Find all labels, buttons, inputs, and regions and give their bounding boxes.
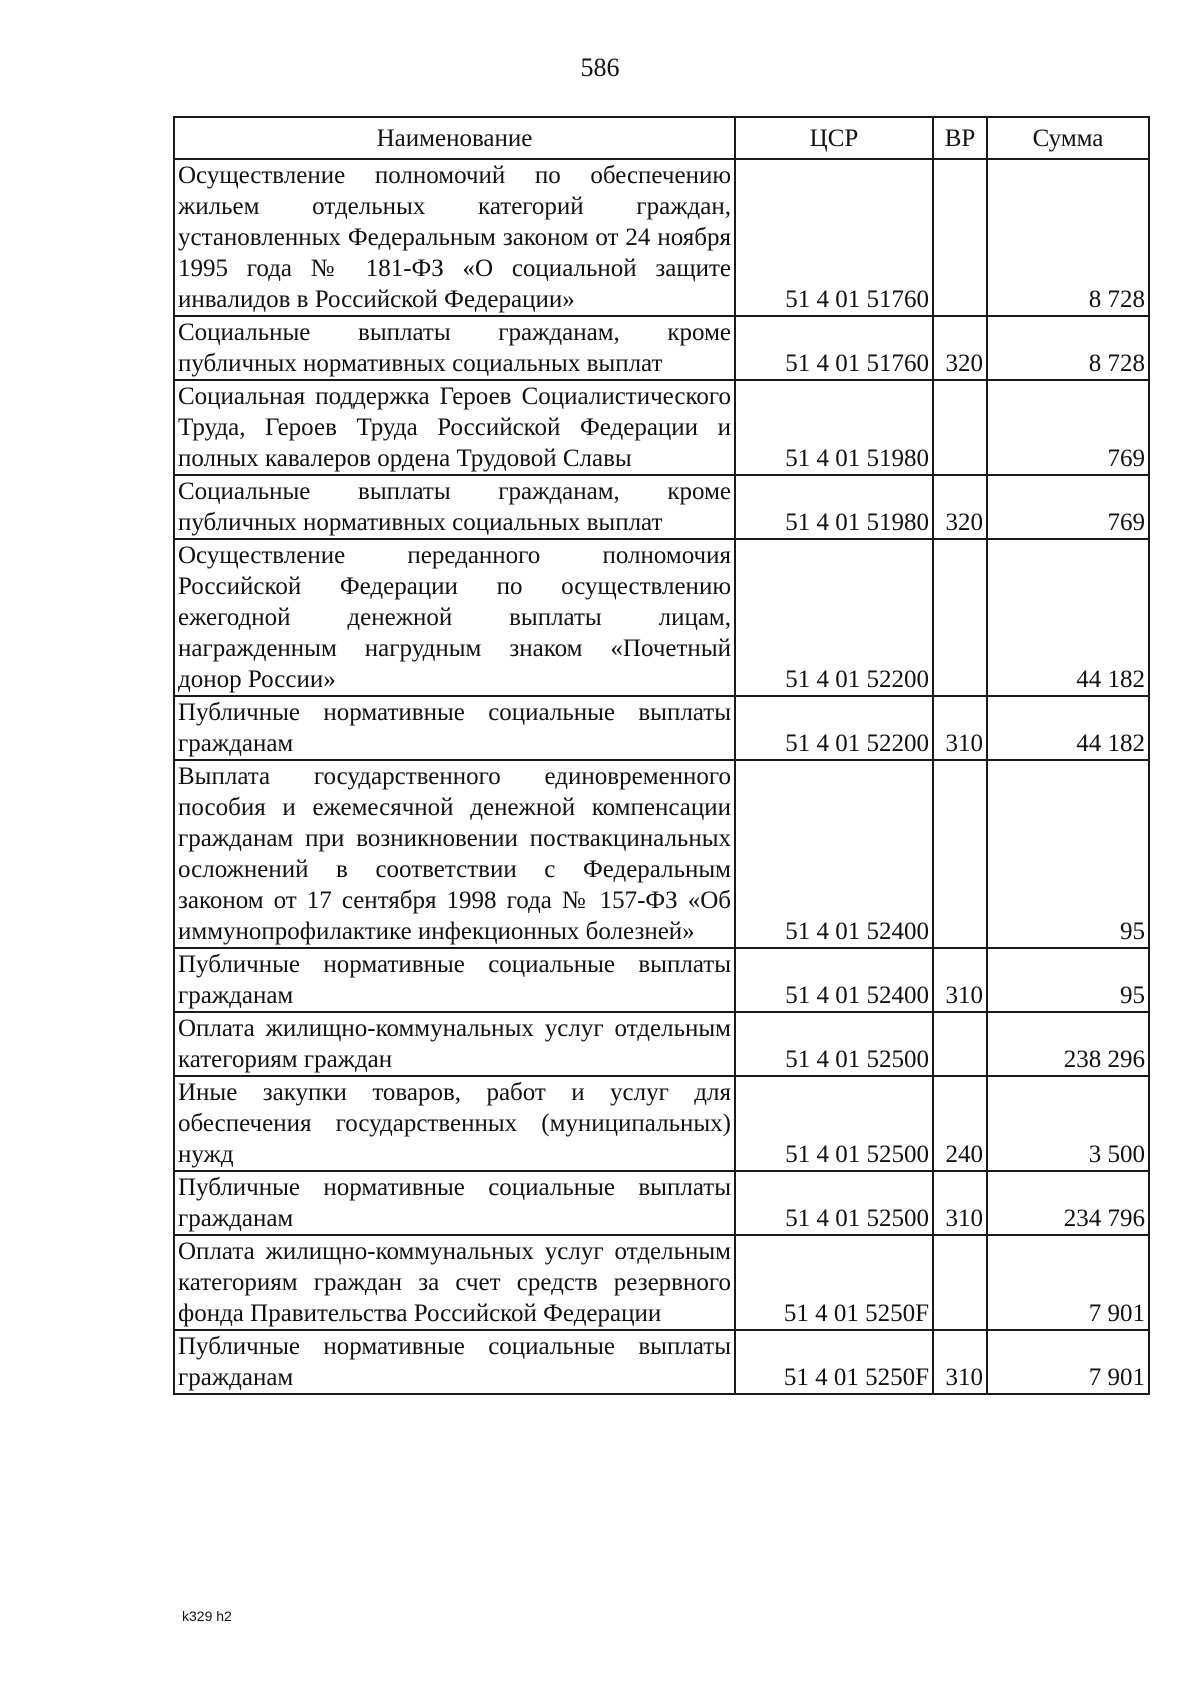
table-row xyxy=(174,539,1149,696)
row-name: Осуществление полномочий по обеспечению жильем отдельных категорий граждан, установленных Федеральным законом от 24 ноября 1995 года № 181-ФЗ «О социальной защите инвалидов в Российской Федерации» xyxy=(174,159,735,316)
row-vr xyxy=(933,1012,987,1076)
page-number: 586 xyxy=(580,53,620,82)
row-name: Публичные нормативные социальные выплаты гражданам xyxy=(174,948,735,1012)
row-sum: 44 182 xyxy=(987,696,1149,760)
row-csr: 51 4 01 52400 xyxy=(735,948,933,1012)
row-csr: 51 4 01 5250F xyxy=(735,1330,933,1394)
row-vr: 310 xyxy=(933,1171,987,1235)
row-name: Осуществление переданного полномочия Российской Федерации по осуществлению ежегодной денежной выплаты лицам, награжденным нагрудным знаком «Почетный донор России» xyxy=(174,539,735,696)
table-row xyxy=(174,380,1149,475)
row-name: Публичные нормативные социальные выплаты гражданам xyxy=(174,696,735,760)
row-vr xyxy=(933,1235,987,1330)
row-sum: 8 728 xyxy=(987,159,1149,316)
table-row xyxy=(174,760,1149,948)
row-vr xyxy=(933,539,987,696)
row-csr: 51 4 01 52400 xyxy=(735,760,933,948)
row-csr: 51 4 01 52200 xyxy=(735,696,933,760)
row-vr: 320 xyxy=(933,475,987,539)
row-name: Публичные нормативные социальные выплаты гражданам xyxy=(174,1171,735,1235)
row-csr: 51 4 01 51980 xyxy=(735,380,933,475)
table-row xyxy=(174,1330,1149,1394)
row-csr: 51 4 01 52500 xyxy=(735,1076,933,1171)
row-sum: 7 901 xyxy=(987,1330,1149,1394)
row-sum: 7 901 xyxy=(987,1235,1149,1330)
row-vr xyxy=(933,760,987,948)
row-name: Выплата государственного единовременного пособия и ежемесячной денежной компенсации гражданам при возникновении поствакцинальных осложнений в соответствии с Федеральным законом от 17 сентября 1998 года № 157-ФЗ «Об иммунопрофилактике инфекционных болезней» xyxy=(174,760,735,948)
row-vr: 310 xyxy=(933,1330,987,1394)
row-vr: 320 xyxy=(933,316,987,380)
row-name: Социальная поддержка Героев Социалистического Труда, Героев Труда Российской Федерации и полных кавалеров ордена Трудовой Славы xyxy=(174,380,735,475)
table-row xyxy=(174,1171,1149,1235)
row-sum: 238 296 xyxy=(987,1012,1149,1076)
row-name: Оплата жилищно-коммунальных услуг отдельным категориям граждан xyxy=(174,1012,735,1076)
row-sum: 769 xyxy=(987,380,1149,475)
row-csr: 51 4 01 5250F xyxy=(735,1235,933,1330)
header-name: Наименование xyxy=(174,117,735,159)
row-name: Иные закупки товаров, работ и услуг для обеспечения государственных (муниципальных) нужд xyxy=(174,1076,735,1171)
header-vr: ВР xyxy=(933,117,987,159)
row-csr: 51 4 01 51980 xyxy=(735,475,933,539)
row-name: Оплата жилищно-коммунальных услуг отдельным категориям граждан за счет средств резервного фонда Правительства Российской Федерации xyxy=(174,1235,735,1330)
table-row xyxy=(174,1076,1149,1171)
header-csr: ЦСР xyxy=(735,117,933,159)
row-sum: 3 500 xyxy=(987,1076,1149,1171)
row-csr: 51 4 01 52500 xyxy=(735,1012,933,1076)
row-name: Социальные выплаты гражданам, кроме публичных нормативных социальных выплат xyxy=(174,475,735,539)
row-sum: 44 182 xyxy=(987,539,1149,696)
row-csr: 51 4 01 51760 xyxy=(735,159,933,316)
row-sum: 95 xyxy=(987,948,1149,1012)
table-row xyxy=(174,696,1149,760)
row-sum: 8 728 xyxy=(987,316,1149,380)
table-row xyxy=(174,475,1149,539)
row-vr: 310 xyxy=(933,948,987,1012)
row-sum: 769 xyxy=(987,475,1149,539)
budget-table xyxy=(173,116,1150,1395)
row-csr: 51 4 01 52500 xyxy=(735,1171,933,1235)
footer-code: k329 h2 xyxy=(182,1608,232,1624)
row-vr: 240 xyxy=(933,1076,987,1171)
row-name: Социальные выплаты гражданам, кроме публичных нормативных социальных выплат xyxy=(174,316,735,380)
header-sum: Сумма xyxy=(987,117,1149,159)
table-header-row xyxy=(174,117,1149,159)
table-row xyxy=(174,948,1149,1012)
row-name: Публичные нормативные социальные выплаты гражданам xyxy=(174,1330,735,1394)
table-row xyxy=(174,159,1149,316)
row-sum: 234 796 xyxy=(987,1171,1149,1235)
table-row xyxy=(174,1012,1149,1076)
table-row xyxy=(174,316,1149,380)
row-vr xyxy=(933,159,987,316)
row-csr: 51 4 01 52200 xyxy=(735,539,933,696)
row-csr: 51 4 01 51760 xyxy=(735,316,933,380)
row-vr xyxy=(933,380,987,475)
row-sum: 95 xyxy=(987,760,1149,948)
row-vr: 310 xyxy=(933,696,987,760)
table-row xyxy=(174,1235,1149,1330)
